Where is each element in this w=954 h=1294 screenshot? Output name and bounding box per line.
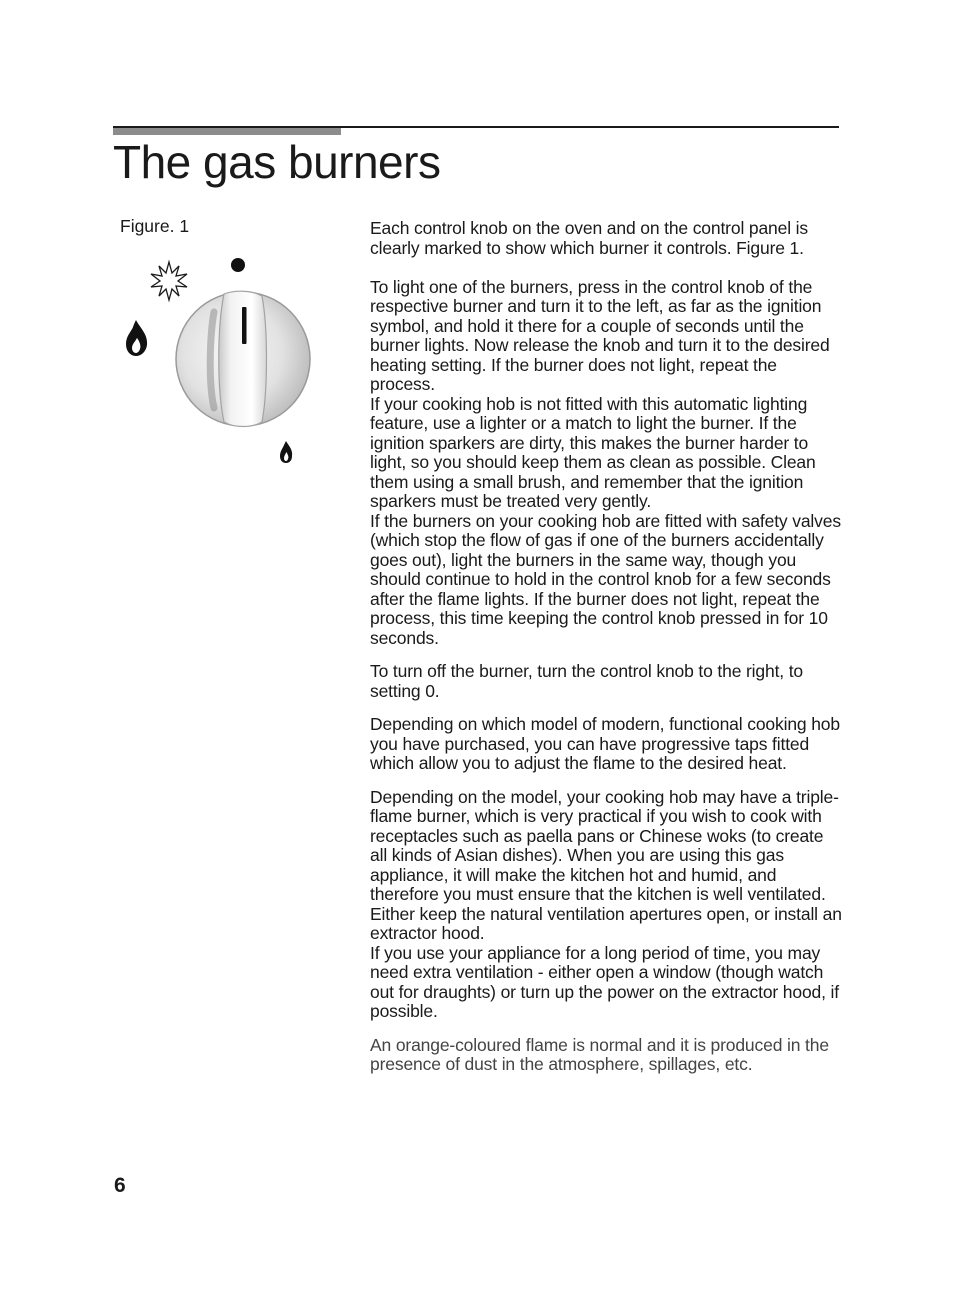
paragraph-progressive-taps: Depending on which model of modern, functional cooking hob you have purchased, you can have progressive taps fitted which allow you to adjust the flame to the desired heat. bbox=[370, 714, 840, 773]
page-number: 6 bbox=[114, 1174, 126, 1197]
control-knob-figure bbox=[116, 250, 326, 480]
spark-icon bbox=[151, 262, 187, 300]
paragraph-manual-lighting: If your cooking hob is not fitted with this automatic lighting feature, use a lighter or a match to light the burner. If the ignition sparkers are dirty, this makes the burner harder to light, so you should keep them as clean as possible. Clean them using a small brush, and remember that the ignition sparkers must be treated very gently. bbox=[370, 393, 816, 511]
paragraph-ventilation: If you use your appliance for a long period of time, you may need extra ventilation - either open a window (though watch out for draughts) or turn up the power on the extractor hood, if possible. bbox=[370, 942, 840, 1021]
control-knob bbox=[176, 291, 310, 426]
paragraph-orange-flame: An orange-coloured flame is normal and it is produced in the presence of dust in the atmosphere, spillages, etc. bbox=[370, 1034, 829, 1074]
body-text bbox=[370, 219, 842, 1075]
paragraph-turn-off: To turn off the burner, turn the control knob to the right, to setting 0. bbox=[370, 661, 804, 701]
large-flame-icon bbox=[126, 320, 147, 356]
paragraph-knob-markings: Each control knob on the oven and on the control panel is clearly marked to show which burner it controls. Figure 1. bbox=[370, 218, 809, 258]
figure-caption: Figure. 1 bbox=[120, 216, 190, 236]
paragraph-lighting: To light one of the burners, press in the control knob of the respective burner and turn it to the left, as far as the ignition symbol, and hold it there for a couple of seconds until the burner lights. Now release the knob and turn it to the desired heating setting. If the burner does not light, repeat the process. bbox=[370, 276, 830, 394]
page-title: The gas burners bbox=[113, 136, 441, 188]
off-dot-icon bbox=[231, 258, 245, 272]
small-flame-icon bbox=[280, 441, 292, 463]
paragraph-safety-valves: If the burners on your cooking hob are fitted with safety valves (which stop the flow of gas if one of the burners accidentally goes out), light the burners in the same way, though you should continue to hold in the control knob for a few seconds after the flame lights. If the burner does not light, repeat the process, this time keeping the control knob pressed in for 10 seconds. bbox=[370, 510, 841, 648]
paragraph-triple-flame: Depending on the model, your cooking hob may have a triple-flame burner, which is very practical if you wish to cook with receptacles such as paella pans or Chinese woks (to create all kinds of Asian dishes). When you are using this gas appliance, it will make the kitchen hot and humid, and therefore you must ensure that the kitchen is well ventilated. Either keep the natural ventilation apertures open, or install an extractor hood. bbox=[370, 786, 842, 943]
